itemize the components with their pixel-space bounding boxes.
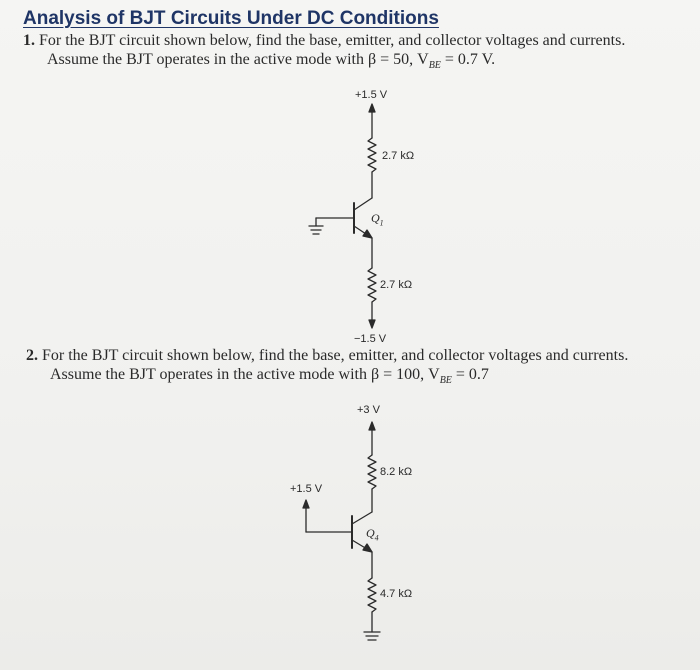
circuit-1-re-label: 2.7 kΩ — [380, 279, 413, 291]
circuit-2-re-resistor-icon — [368, 578, 376, 612]
circuit-2-supply-arrow-icon — [369, 422, 375, 430]
circuit-1 — [309, 104, 376, 328]
circuit-2-rc-resistor-icon — [368, 455, 376, 489]
problem-1-assumption-end: = 0.7 V. — [440, 51, 496, 68]
circuit-2-collector-lead — [352, 512, 372, 524]
circuit-2-transistor-label — [366, 526, 379, 542]
circuit-1-transistor-subscript: 1 — [379, 218, 384, 228]
circuit-1-emitter-arrow-icon — [363, 230, 372, 238]
circuit-2-transistor-name: Q — [366, 526, 375, 540]
problem-2-assumption: Assume the BJT operates in the active mode with β = 100, V — [50, 366, 440, 383]
circuit-2-re-label: 4.7 kΩ — [380, 588, 413, 600]
problem-2-statement: For the BJT circuit shown below, find the base, emitter, and collector voltages and currents. — [42, 347, 629, 364]
circuit-1-negative-supply-arrow-icon — [369, 320, 375, 328]
circuit-2-transistor-subscript: 4 — [374, 533, 379, 543]
page-title: Analysis of BJT Circuits Under DC Conditions — [23, 8, 439, 29]
circuit-1-rc-resistor-icon — [368, 138, 376, 172]
circuit-1-transistor-label — [371, 211, 384, 227]
circuit-1-transistor-name: Q — [371, 211, 380, 225]
problem-1-statement: For the BJT circuit shown below, find the base, emitter, and collector voltages and currents. — [39, 32, 626, 49]
problem-2-assumption-end: = 0.7 — [451, 366, 489, 383]
problem-1-number: 1. — [23, 32, 35, 49]
problem-1-vbe-subscript: BE — [428, 60, 441, 72]
circuit-2-rc-label: 8.2 kΩ — [380, 466, 413, 478]
circuit-1-re-resistor-icon — [368, 268, 376, 302]
circuit-2-base-supply-label: +1.5 V — [290, 483, 323, 495]
circuit-1-rc-label: 2.7 kΩ — [382, 150, 415, 162]
circuit-2-emitter-arrow-icon — [363, 544, 372, 552]
circuit-1-supply-arrow-icon — [369, 104, 375, 112]
circuit-2-base-supply-arrow-icon — [303, 500, 309, 508]
circuit-1-supply-top-label: +1.5 V — [355, 89, 388, 101]
problem-1-assumption: Assume the BJT operates in the active mode with β = 50, V — [47, 51, 429, 68]
circuit-1-collector-lead — [354, 198, 372, 210]
problem-2-vbe-subscript: BE — [439, 375, 452, 387]
problem-2-number: 2. — [26, 347, 38, 364]
circuit-1-supply-bottom-label: −1.5 V — [354, 333, 387, 345]
circuit-2-supply-top-label: +3 V — [357, 404, 380, 416]
